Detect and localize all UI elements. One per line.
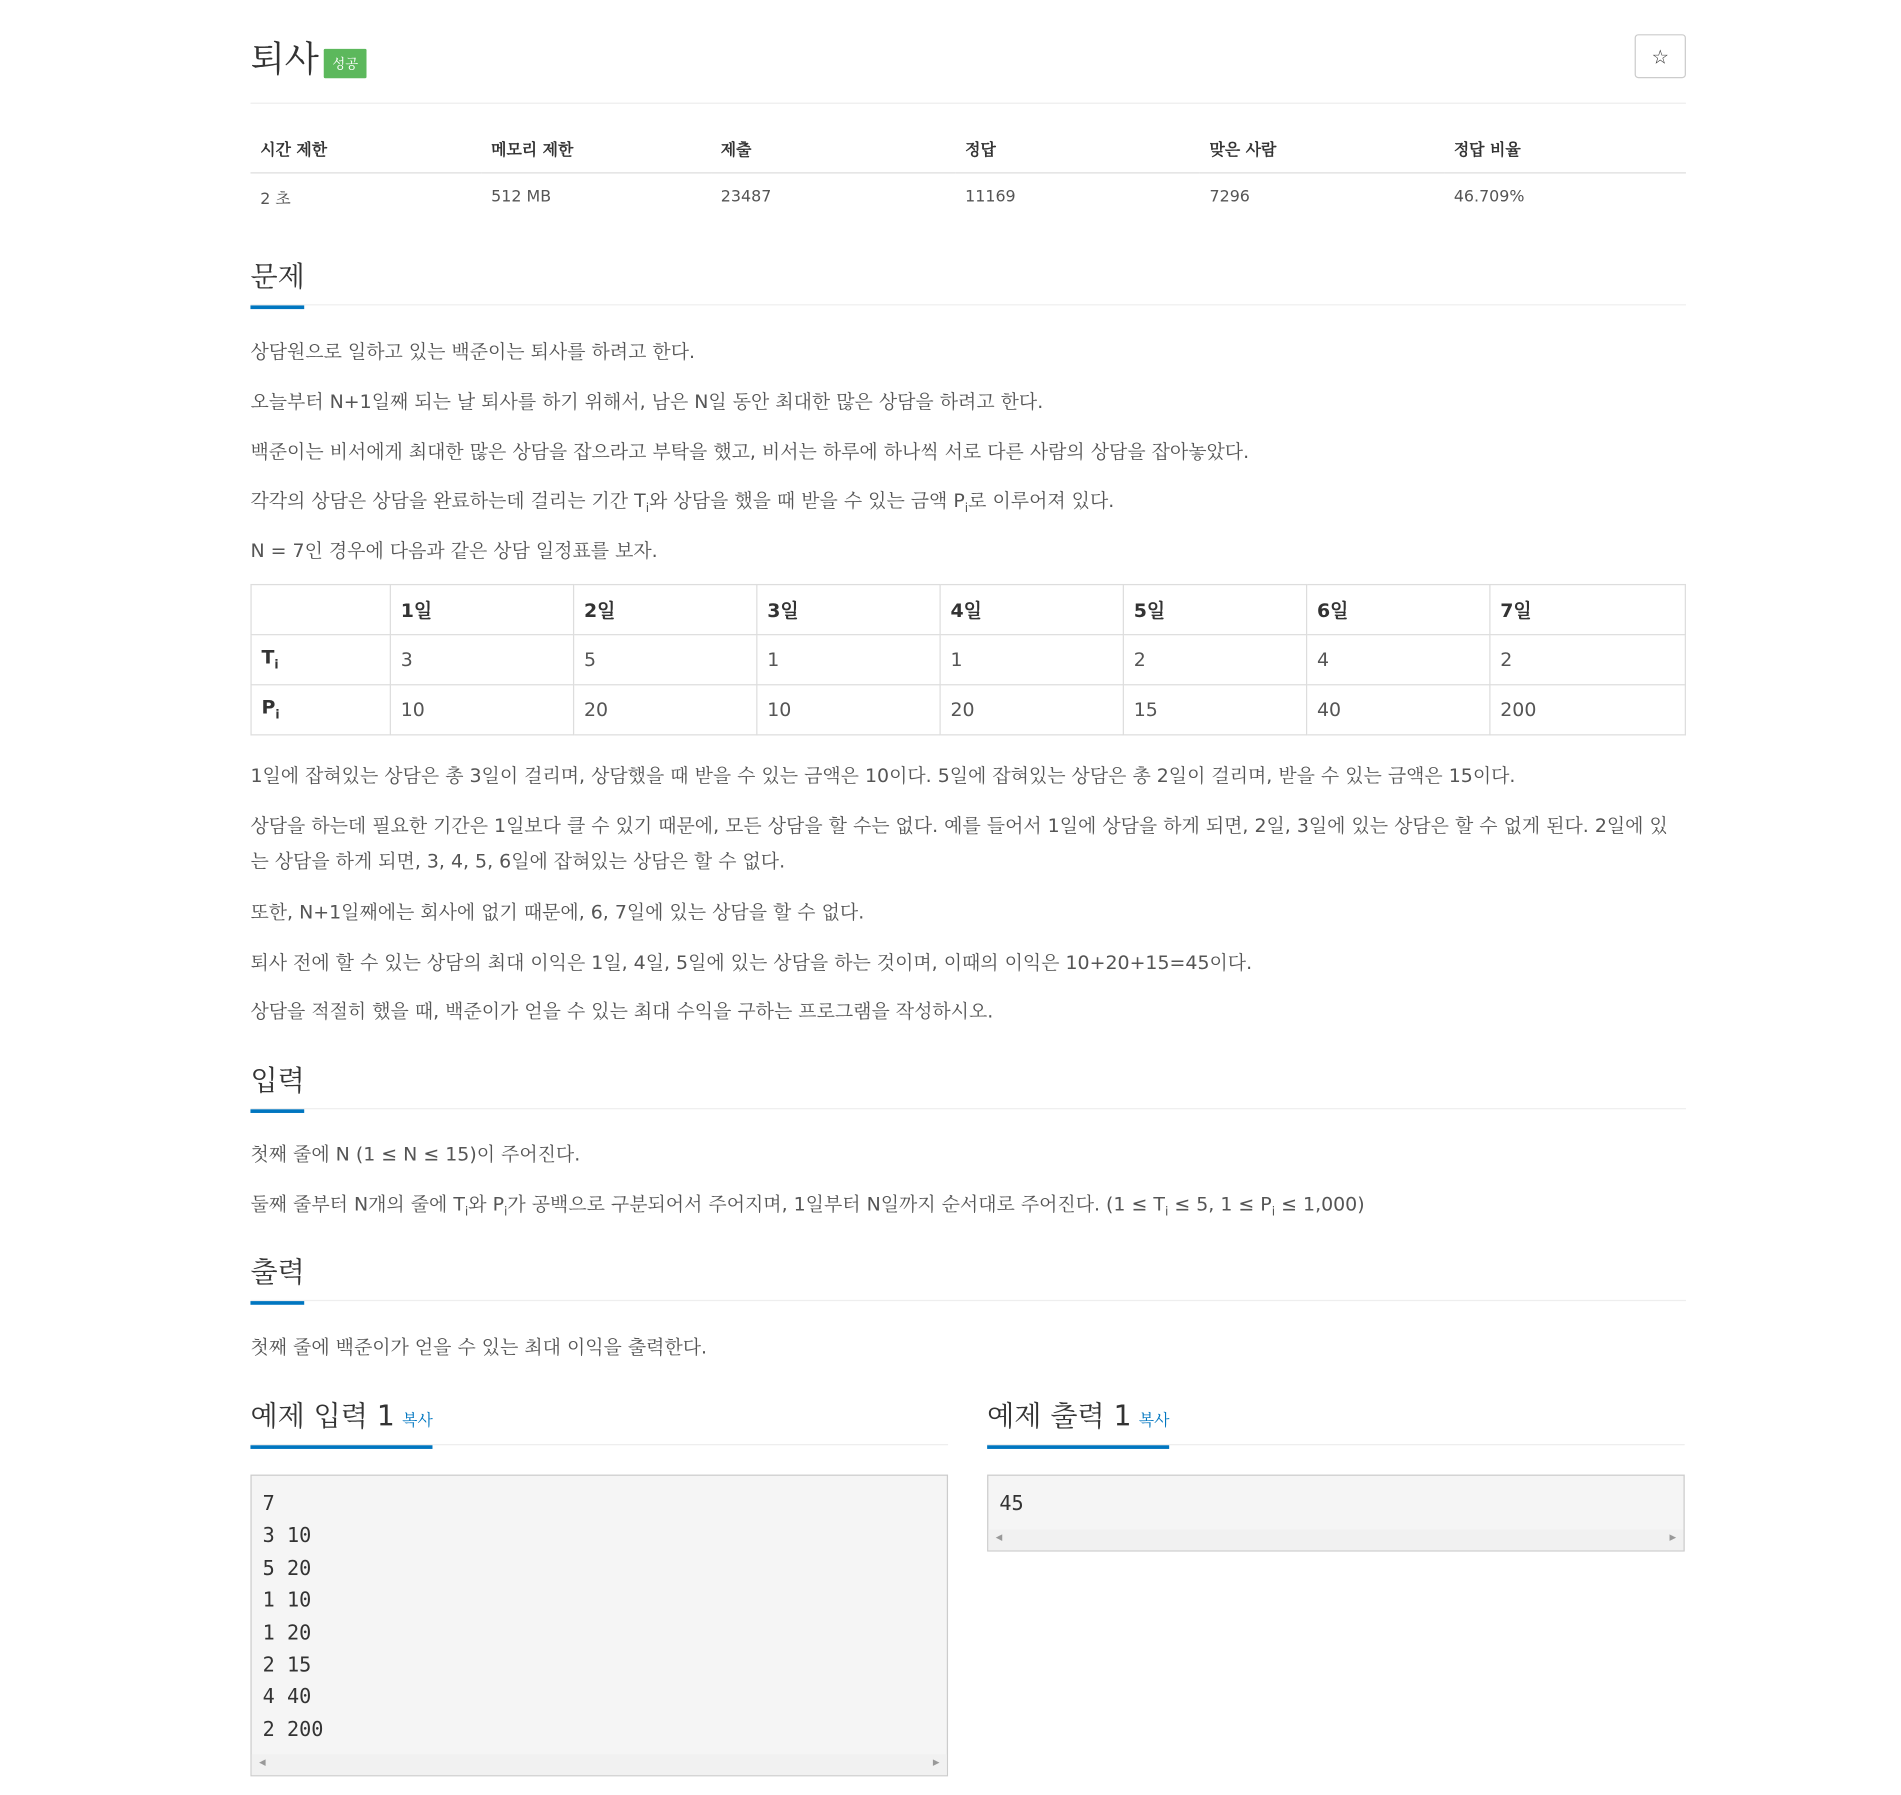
scroll-right-icon[interactable]: ▶ bbox=[1669, 1532, 1677, 1545]
input-paragraph: 첫째 줄에 N (1 ≤ N ≤ 15)이 주어진다. bbox=[250, 1143, 581, 1166]
scroll-left-icon[interactable]: ◀ bbox=[259, 1756, 266, 1770]
scroll-left-icon[interactable]: ◀ bbox=[995, 1532, 1003, 1545]
info-value: 2 초 bbox=[260, 190, 291, 209]
info-header: 맞은 사람 bbox=[1200, 127, 1444, 173]
problem-paragraph: N = 7인 경우에 다음과 같은 상담 일정표를 보자. bbox=[250, 539, 658, 562]
schedule-cell: 2 bbox=[1123, 635, 1306, 685]
schedule-day: 7일 bbox=[1490, 585, 1685, 635]
schedule-cell: 1 bbox=[757, 635, 940, 685]
code-line: 1 10 bbox=[262, 1588, 312, 1612]
info-value: 11169 bbox=[965, 188, 1016, 207]
problem-paragraph: 1일에 잡혀있는 상담은 총 3일이 걸리며, 상담했을 때 받을 수 있는 금액은 10이다. 5일에 잡혀있는 상담은 총 2일이 걸리며, 받을 수 있는 금액은 15이다. bbox=[250, 764, 1516, 787]
schedule-table bbox=[250, 584, 1685, 735]
problem-paragraph: 퇴사 전에 할 수 있는 상담의 최대 이익은 1일, 4일, 5일에 있는 상담을 하는 것이며, 이때의 이익은 10+20+15=45이다. bbox=[250, 951, 1253, 974]
output-heading: 출력 bbox=[250, 1250, 304, 1305]
schedule-cell: 40 bbox=[1307, 685, 1490, 735]
schedule-cell: 10 bbox=[757, 685, 940, 735]
info-header: 시간 제한 bbox=[250, 127, 481, 173]
problem-info-table bbox=[250, 127, 1685, 219]
schedule-cell: 2 bbox=[1490, 635, 1685, 685]
code-line: 45 bbox=[999, 1491, 1024, 1515]
code-line: 7 bbox=[262, 1491, 275, 1515]
problem-paragraph: 상담원으로 일하고 있는 백준이는 퇴사를 하려고 한다. bbox=[250, 340, 696, 363]
problem-heading: 문제 bbox=[250, 254, 304, 309]
problem-page bbox=[250, 0, 1685, 1770]
sample-input-lines bbox=[252, 1476, 947, 1746]
info-header-row bbox=[250, 127, 1685, 173]
problem-paragraph: 각각의 상담은 상담을 완료하는데 걸리는 기간 $T_i$와 상담을 했을 때 받을 수 있는 금액 $P_i$로 이루어져 있다. bbox=[250, 489, 1115, 516]
problem-paragraph: 상담을 하는데 필요한 기간은 1일보다 클 수 있기 때문에, 모든 상담을 할 수는 없다. 예를 들어서 1일에 상담을 하게 되면, 2일, 3일에 있는 상담은 할 수 없게 된다. 2일에 있는 상담을 하게 되면, 3, 4, 5, 6일에 잡혀있는 상담은 할 수 없다. bbox=[250, 814, 1668, 873]
star-button[interactable] bbox=[1635, 34, 1686, 78]
schedule-cell: 20 bbox=[940, 685, 1123, 735]
page-title: 퇴사 bbox=[250, 37, 319, 80]
schedule-row-label: $P_i$ bbox=[251, 685, 390, 735]
schedule-p-row bbox=[251, 685, 1685, 735]
schedule-day: 1일 bbox=[390, 585, 573, 635]
sample-input-box[interactable] bbox=[250, 1475, 948, 1777]
problem-section-header bbox=[250, 254, 1685, 305]
schedule-cell: 5 bbox=[574, 635, 757, 685]
code-line: 1 20 bbox=[262, 1620, 312, 1644]
sample-input-header bbox=[250, 1394, 948, 1445]
problem-paragraph: 오늘부터 N+1일째 되는 날 퇴사를 하기 위해서, 남은 N일 동안 최대한 많은 상담을 하려고 한다. bbox=[250, 390, 1044, 413]
schedule-day: 6일 bbox=[1307, 585, 1490, 635]
schedule-day: 5일 bbox=[1123, 585, 1306, 635]
code-line: 2 15 bbox=[262, 1652, 312, 1677]
schedule-t-row bbox=[251, 635, 1685, 685]
code-line: 5 20 bbox=[262, 1556, 312, 1580]
sample-input-heading: 예제 입력 1 복사 bbox=[250, 1394, 432, 1449]
schedule-cell: 20 bbox=[574, 685, 757, 735]
schedule-cell: 1 bbox=[940, 635, 1123, 685]
info-header: 정답 비율 bbox=[1444, 127, 1686, 173]
sample-output-heading: 예제 출력 1 복사 bbox=[987, 1394, 1169, 1449]
copy-sample-output-link[interactable]: 복사 bbox=[1138, 1412, 1170, 1431]
horizontal-scrollbar[interactable] bbox=[252, 1754, 947, 1775]
copy-sample-input-link[interactable]: 복사 bbox=[402, 1412, 433, 1431]
schedule-header-row bbox=[251, 585, 1685, 635]
input-heading: 입력 bbox=[250, 1058, 304, 1113]
info-value: 7296 bbox=[1209, 188, 1250, 207]
info-header: 정답 bbox=[955, 127, 1199, 173]
schedule-day: 3일 bbox=[757, 585, 940, 635]
input-paragraph: 둘째 줄부터 N개의 줄에 $T_i$와 $P_i$가 공백으로 구분되어서 주어지며, 1일부터 N일까지 순서대로 주어진다. ($1 \le T_i \le 5$, $1 \le P_i \le 1,000$) bbox=[250, 1193, 1365, 1220]
problem-paragraph: 백준이는 비서에게 최대한 많은 상담을 잡으라고 부탁을 했고, 비서는 하루에 하나씩 서로 다른 사람의 상담을 잡아놓았다. bbox=[250, 441, 1250, 464]
info-value-row bbox=[250, 173, 1685, 219]
schedule-day: 4일 bbox=[940, 585, 1123, 635]
code-line: 3 10 bbox=[262, 1523, 312, 1548]
info-value: 512 MB bbox=[491, 188, 552, 207]
schedule-cell: 10 bbox=[390, 685, 573, 735]
title-row bbox=[250, 0, 1685, 104]
schedule-cell: 15 bbox=[1123, 685, 1306, 735]
sample-output-header bbox=[987, 1394, 1685, 1445]
info-header: 메모리 제한 bbox=[481, 127, 711, 173]
schedule-row-label: $T_i$ bbox=[251, 635, 390, 685]
schedule-day: 2일 bbox=[574, 585, 757, 635]
problem-paragraph: 상담을 적절히 했을 때, 백준이가 얻을 수 있는 최대 수익을 구하는 프로그램을 작성하시오. bbox=[250, 1000, 994, 1023]
info-value: 46.709% bbox=[1453, 188, 1525, 207]
sample-output-box[interactable] bbox=[987, 1475, 1685, 1552]
info-header: 제출 bbox=[711, 127, 955, 173]
sample-output-lines bbox=[988, 1476, 1683, 1520]
output-section-header bbox=[250, 1250, 1685, 1301]
output-paragraph: 첫째 줄에 백준이가 얻을 수 있는 최대 이익을 출력한다. bbox=[250, 1336, 708, 1359]
input-section-header bbox=[250, 1058, 1685, 1109]
status-badge: 성공 bbox=[324, 49, 367, 78]
code-line: 2 200 bbox=[262, 1717, 324, 1741]
schedule-cell: 200 bbox=[1490, 685, 1685, 735]
code-line: 4 40 bbox=[262, 1685, 312, 1709]
star-icon: ☆ bbox=[1651, 44, 1670, 68]
info-value: 23487 bbox=[720, 188, 772, 207]
horizontal-scrollbar[interactable] bbox=[988, 1530, 1683, 1551]
schedule-cell: 4 bbox=[1307, 635, 1490, 685]
scroll-right-icon[interactable]: ▶ bbox=[932, 1756, 940, 1770]
problem-paragraph: 또한, N+1일째에는 회사에 없기 때문에, 6, 7일에 있는 상담을 할 수 없다. bbox=[250, 901, 865, 924]
schedule-cell: 3 bbox=[390, 635, 573, 685]
